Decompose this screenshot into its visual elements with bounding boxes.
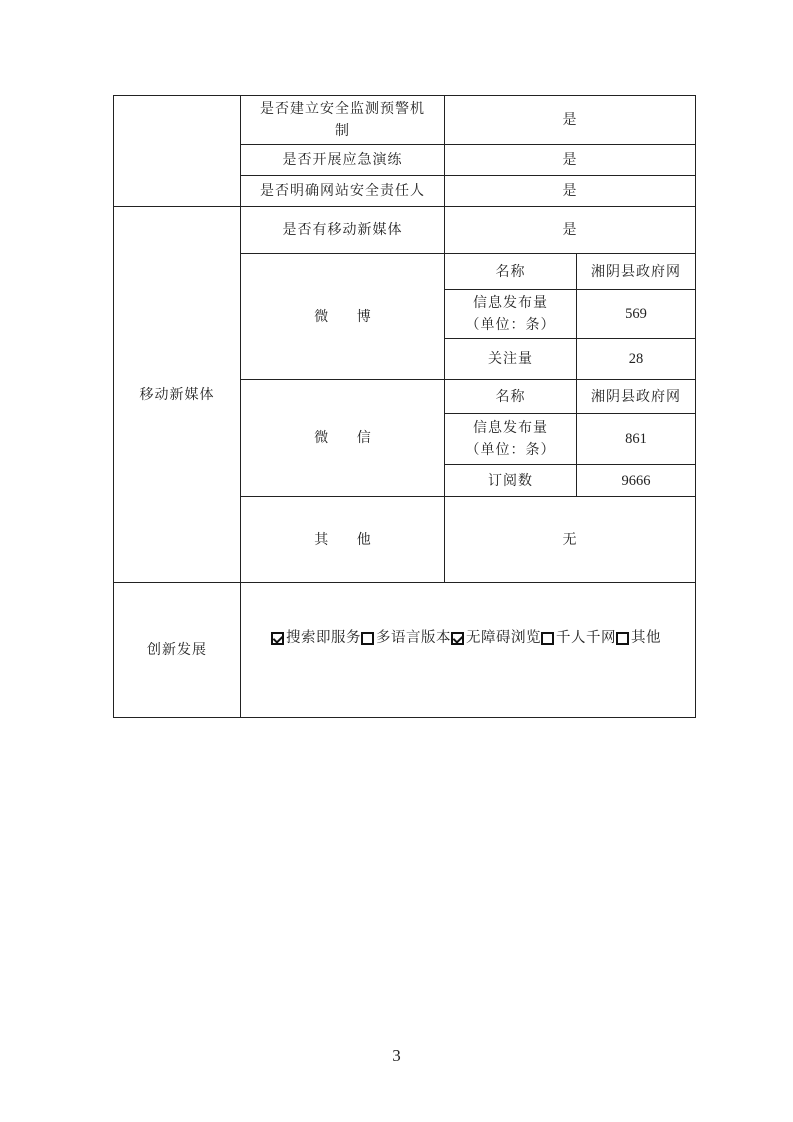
innovation-options-cell: [240, 582, 696, 718]
option-search-service-label: 搜索即服务: [286, 630, 361, 646]
emergency-drill-label: 是否开展应急演练: [240, 144, 445, 176]
option-accessibility-label: 无障碍浏览: [466, 630, 541, 646]
wechat-publish-value: 861: [576, 413, 696, 465]
mobile-media-category: 移动新媒体: [113, 206, 241, 583]
option-search-service[interactable]: [271, 627, 361, 649]
wechat-subscribe-label: 订阅数: [444, 464, 577, 497]
weibo-follow-label: 关注量: [444, 338, 577, 380]
wechat-subscribe-value: 9666: [576, 464, 696, 497]
option-personalized[interactable]: [541, 627, 616, 649]
checkbox-search-service[interactable]: [271, 632, 284, 645]
option-other-label: 其他: [631, 630, 661, 646]
option-accessibility[interactable]: [451, 627, 541, 649]
weibo-follow-value: 28: [576, 338, 696, 380]
security-category-cell: [113, 95, 241, 207]
weibo-publish-label: 信息发布量（单位：条）: [444, 289, 577, 339]
weibo-label: 微 博: [240, 253, 445, 380]
other-media-label: 其 他: [240, 496, 445, 583]
option-other[interactable]: [616, 627, 661, 649]
weibo-name-value: 湘阴县政府网: [576, 253, 696, 290]
innovation-category: 创新发展: [113, 582, 241, 718]
checkbox-personalized[interactable]: [541, 632, 554, 645]
weibo-publish-value: 569: [576, 289, 696, 339]
monitoring-warning-value: 是: [444, 95, 696, 145]
has-mobile-media-value: 是: [444, 206, 696, 254]
other-media-value: 无: [444, 496, 696, 583]
has-mobile-media-label: 是否有移动新媒体: [240, 206, 445, 254]
checkbox-accessibility[interactable]: [451, 632, 464, 645]
weibo-name-label: 名称: [444, 253, 577, 290]
wechat-publish-label: 信息发布量（单位：条）: [444, 413, 577, 465]
wechat-name-label: 名称: [444, 379, 577, 414]
wechat-name-value: 湘阴县政府网: [576, 379, 696, 414]
option-personalized-label: 千人千网: [556, 630, 616, 646]
monitoring-warning-label: 是否建立安全监测预警机制: [240, 95, 445, 145]
page-number: 3: [392, 1046, 401, 1065]
option-multilingual[interactable]: [361, 627, 451, 649]
emergency-drill-value: 是: [444, 144, 696, 176]
option-multilingual-label: 多语言版本: [376, 630, 451, 646]
checkbox-other[interactable]: [616, 632, 629, 645]
security-owner-label: 是否明确网站安全责任人: [240, 175, 445, 207]
security-owner-value: 是: [444, 175, 696, 207]
checkbox-multilingual[interactable]: [361, 632, 374, 645]
wechat-label: 微 信: [240, 379, 445, 497]
